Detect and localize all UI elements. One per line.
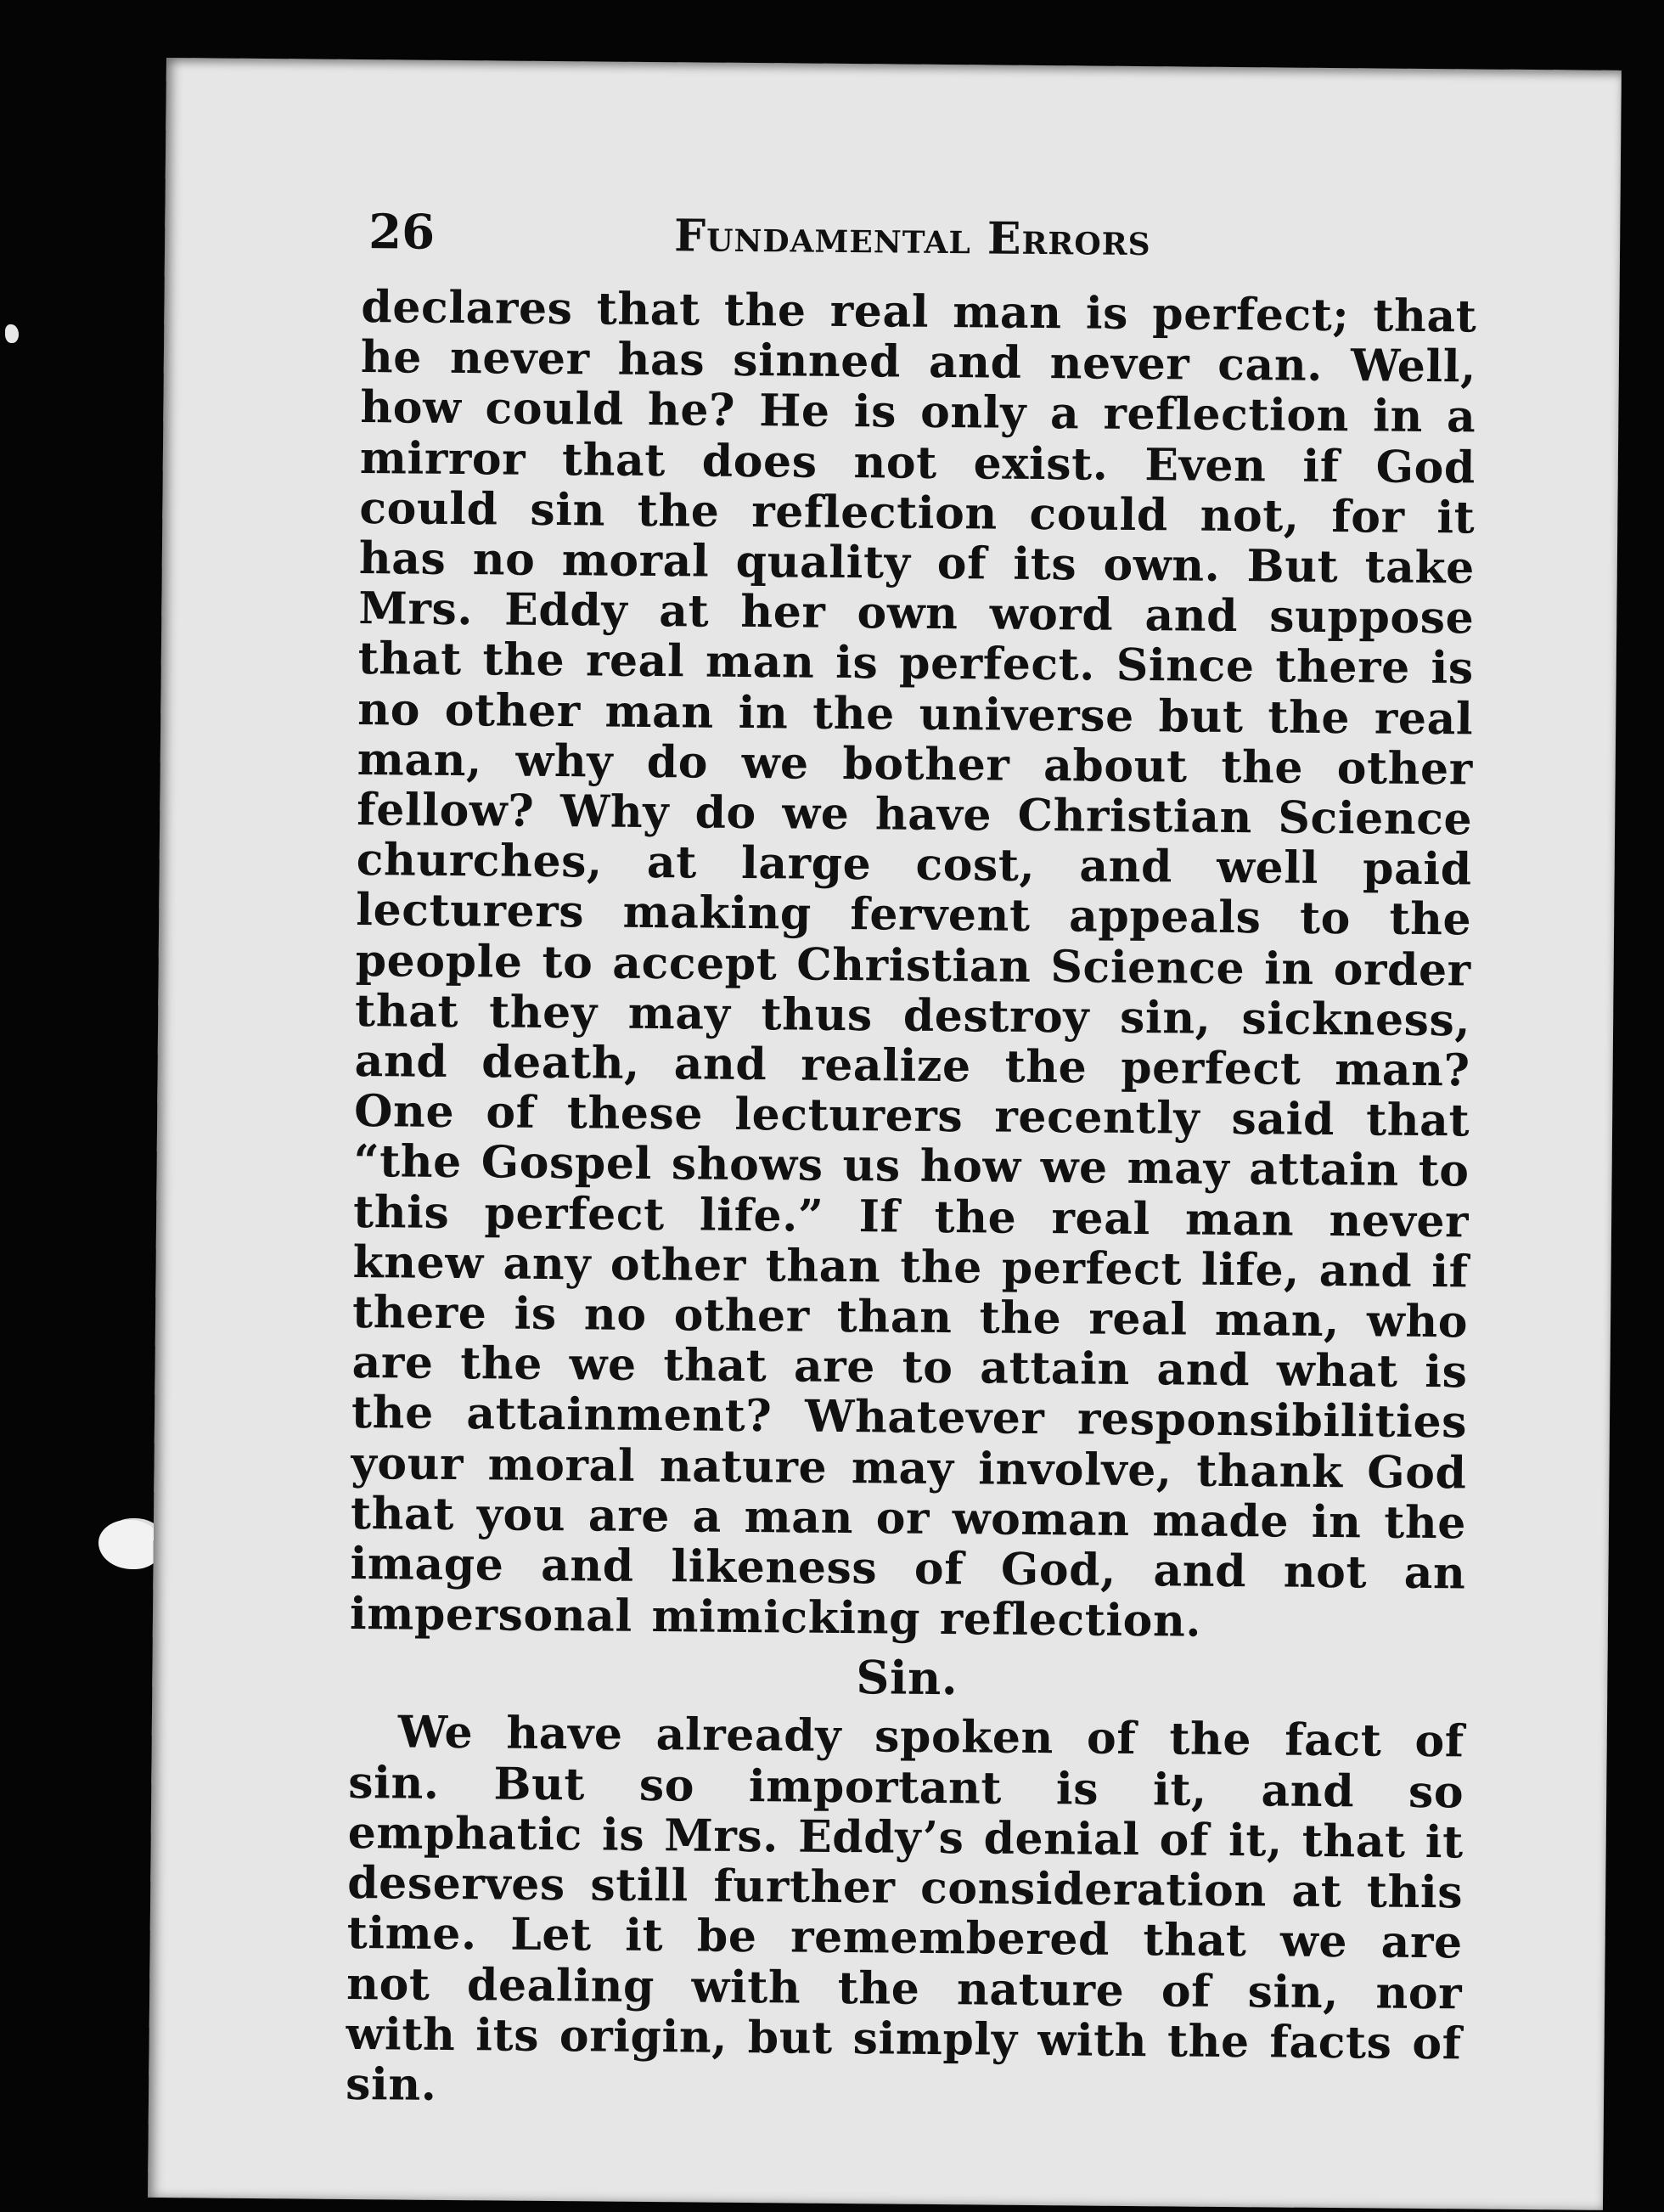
running-head: Fundamental Errors	[673, 210, 1151, 267]
section-paragraph: We have already spoken of the fact of sin. But so important is it, and so emphatic is Mrs. Eddy’s denial of it, that it deserves still further consideration at this time. Let it be remembered that we are not dealing with the nature of sin, nor with its origin, but simply with the facts of sin.	[345, 1706, 1465, 2111]
scan-artifact	[98, 1520, 161, 1569]
page-number: 26	[368, 204, 436, 261]
section-heading: Sin.	[856, 1650, 958, 1706]
page-header	[368, 204, 1388, 289]
page-body	[346, 282, 1477, 2119]
book-page	[148, 58, 1622, 2210]
body-paragraph: declares that the real man is perfect; that he never has sinned and never can. Well, how could he? He is only a reflection in a mirror that does not exist. Even if God could sin the reflection could not, for it has no moral quality of its own. But take Mrs. Eddy at her own word and suppose that the real man is perfect. Since there is no other man in the universe but the real man, why do we bother about the other fellow? Why do we have Christian Science churches, at large cost, and well paid lecturers making fervent appeals to the people to accept Christian Science in order that they may thus destroy sin, sickness, and death, and realize the perfect man? One of these lecturers recently said that “the Gospel shows us how we may attain to this perfect life.” If the real man never knew any other than the perfect life, and if there is no other than the real man, who are the we that are to attain and what is the attainment? Whatever responsibilities your moral nature may involve, thank God that you are a man or woman made in the image and likeness of God, and not an impersonal mimicking reflection.	[349, 281, 1477, 1647]
scan-artifact	[5, 324, 19, 343]
